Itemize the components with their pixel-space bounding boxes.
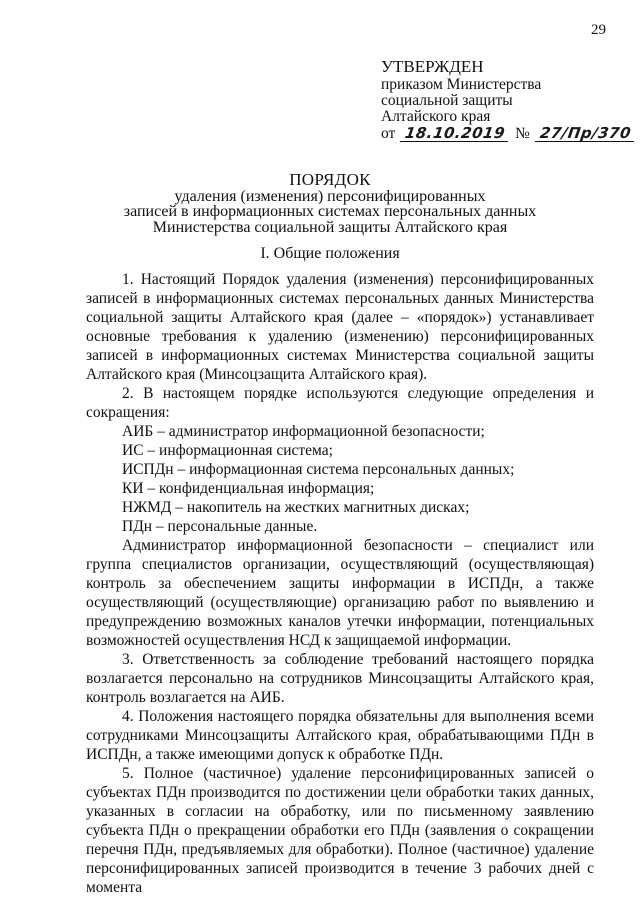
paragraph-admin-definition: Администратор информационной безопасности – специалист или группа специалистов организации, осуществляющий (осуществляющая) контроль за обеспечением защиты информации в ИСПДн, а также осуществляющий (осуществляющие) организацию работ по выявлению и предупреждению возможных каналов утечки информации, потенциальных возможностей осуществления НСД к защищаемой информации. [86, 537, 594, 649]
approval-stamp-block [381, 58, 637, 142]
approval-from-label: от [381, 125, 396, 142]
document-title-main: ПОРЯДОК [289, 170, 371, 189]
approval-line-1: приказом Министерства [381, 76, 542, 93]
definition-is: ИС – информационная система; [122, 442, 333, 459]
approval-number-label: № [515, 125, 530, 142]
approval-date-number-line [381, 125, 637, 142]
paragraph-1: 1. Настоящий Порядок удаления (изменения) персонифицированных записей в информационных системах персональных данных Министерства социальной защиты Алтайского края (далее – «порядок») устанавливает основные требования к удалению (изменению) персонифицированных записей в информационных системах Министерства социальной защиты Алтайского края (Минсоцзащита Алтайского края). [86, 271, 594, 383]
document-title [80, 172, 580, 235]
paragraph-3: 3. Ответственность за соблюдение требований настоящего порядка возлагается персонально на сотрудников Минсоцзащиты Алтайского края, контроль возлагается на АИБ. [86, 651, 594, 706]
definition-aib: АИБ – администратор информационной безопасности; [122, 423, 485, 440]
paragraph-2: 2. В настоящем порядке используются следующие определения и сокращения: [86, 385, 594, 421]
definition-ki: КИ – конфиденциальная информация; [122, 480, 375, 497]
document-title-line-3: Министерства социальной защиты Алтайского края [152, 218, 508, 236]
handwritten-date: 18.10.2019 [400, 125, 510, 142]
section-heading: I. Общие положения [260, 245, 400, 262]
paragraph-4: 4. Положения настоящего порядка обязательны для выполнения всеми сотрудниками Минсоцзащиты Алтайского края, обрабатывающими ПДн в ИСПДн, а также имеющими допуск к обработке ПДн. [86, 708, 594, 763]
approval-title: УТВЕРЖДЕН [381, 57, 484, 76]
approval-line-3: Алтайского края [381, 108, 491, 125]
approval-line-2: социальной защиты [381, 92, 513, 109]
definition-pdn: ПДн – персональные данные. [122, 518, 318, 535]
handwritten-order-number: 27/Пр/370 [535, 125, 636, 142]
page-number: 29 [591, 22, 606, 38]
definition-nzhmd: НЖМД – накопитель на жестких магнитных дисках; [122, 499, 470, 516]
definition-ispdn: ИСПДн – информационная система персональных данных; [122, 461, 515, 478]
paragraph-5: 5. Полное (частичное) удаление персонифицированных записей о субъектах ПДн производится по достижении цели обработки таких данных, указанных в согласии на обработку, или по письменному заявлению субъекта ПДн о прекращении обработки его ПДн (заявления о сокращении перечня ПДн, предъявляемых для обработки). Полное (частичное) удаление персонифицированных записей производится в течение 3 рабочих дней с момента [86, 765, 594, 896]
document-body [86, 270, 594, 897]
document-title-line-2: записей в информационных системах персональных данных [123, 203, 537, 220]
document-title-line-1: удаления (изменения) персонифицированных [174, 187, 486, 205]
